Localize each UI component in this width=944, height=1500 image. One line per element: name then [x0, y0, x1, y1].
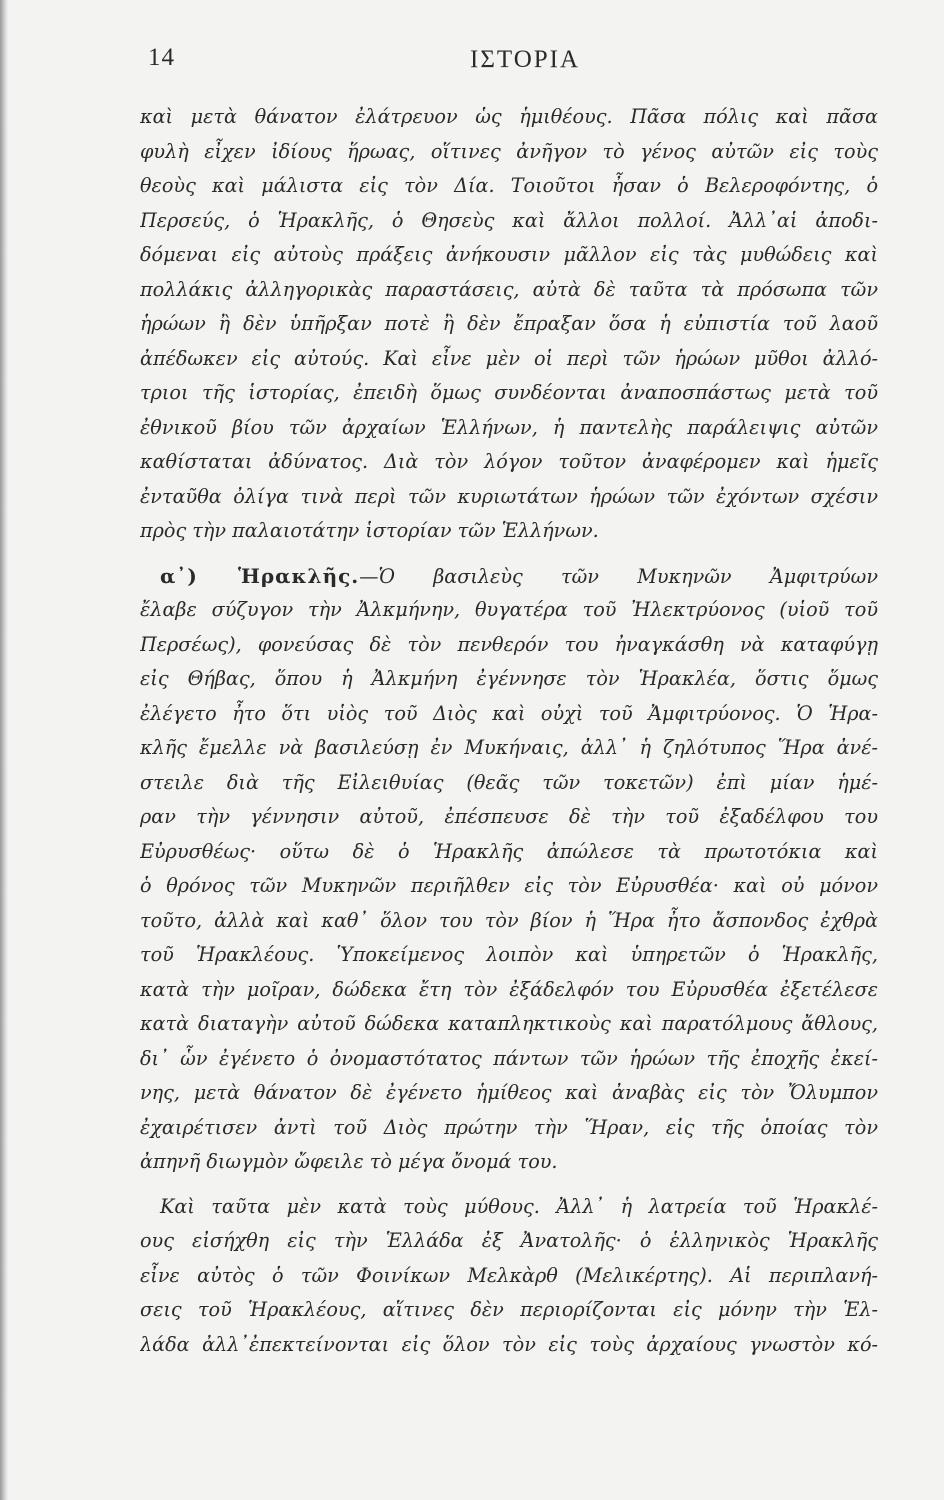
text-line: φυλὴ εἶχεν ἰδίους ἥρωας, οἵτινες ἀνῆγον τὸ γένος αὐτῶν εἰς τοὺς — [140, 139, 878, 163]
text-line: Περσέως), φονεύσας δὲ τὸν πενθερόν του ἠναγκάσθη νὰ καταφύγῃ — [140, 632, 878, 656]
text-line: λάδα ἀλλ᾽ἐπεκτείνονται εἰς ὅλον τὸν εἰς τοὺς ἀρχαίους γνωστὸν κό- — [140, 1332, 878, 1356]
paragraph-1 — [140, 100, 878, 549]
text-line: πρὸς τὴν παλαιοτάτην ἱστορίαν τῶν Ἑλλήνων. — [140, 519, 599, 542]
text-line: Καὶ ταῦτα μὲν κατὰ τοὺς μύθους. Ἀλλ᾽ ἡ λατρεία τοῦ Ἡρακλέ- — [160, 1194, 878, 1218]
text-line: τοῦ Ἡρακλέους. Ὑποκείμενος λοιπὸν καὶ ὑπηρετῶν ὁ Ἡρακλῆς, — [140, 943, 878, 966]
text-line: τοῦτο, ἀλλὰ καὶ καθ᾽ ὅλον του τὸν βίον ἡ Ἥρα ἦτο ἄσπονδος ἐχθρὰ — [140, 908, 878, 932]
text-line: εἶνε αὐτὸς ὁ τῶν Φοινίκων Μελκὰρθ (Μελικέρτης). Αἱ περιπλανή- — [140, 1263, 878, 1287]
section-heading-line — [140, 559, 878, 594]
text-line: καθίσταται ἀδύνατος. Διὰ τὸν λόγον τοῦτον ἀναφέρομεν καὶ ἡμεῖς — [140, 450, 878, 473]
text-line: κλῆς ἔμελλε νὰ βασιλεύσῃ ἐν Μυκήναις, ἀλλ᾽ ἡ ζηλότυπος Ἥρα ἀνέ- — [140, 736, 878, 759]
paragraph-gap — [140, 549, 878, 559]
text-line: ἀπέδωκεν εἰς αὐτούς. Καὶ εἶνε μὲν οἱ περὶ τῶν ἡρώων μῦθοι ἀλλό- — [140, 346, 878, 370]
text-line: Εὐρυσθέως· οὕτω δὲ ὁ Ἡρακλῆς ἀπώλεσε τὰ πρωτοτόκια καὶ — [140, 839, 878, 863]
text-line: ἐνταῦθα ὀλίγα τινὰ περὶ τῶν κυριωτάτων ἡρώων τῶν ἐχόντων σχέσιν — [140, 484, 878, 508]
paragraph-2 — [140, 559, 878, 1180]
text-line: ἐλέγετο ἦτο ὅτι υἱὸς τοῦ Διὸς καὶ οὐχὶ τοῦ Ἀμφιτρύονος. Ὁ Ἡρα- — [140, 701, 878, 725]
section-heading: α᾽) Ἡρακλῆς. — [160, 563, 360, 588]
text-line: ἀπηνῆ διωγμὸν ὤφειλε τὸ μέγα ὄνομά του. — [140, 1150, 558, 1173]
heading-line-text: —Ὁ βασιλεὺς τῶν Μυκηνῶν Ἀμφιτρύων — [359, 564, 878, 588]
text-line: θεοὺς καὶ μάλιστα εἰς τὸν Δία. Τοιοῦτοι ἦσαν ὁ Βελεροφόντης, ὁ — [140, 174, 878, 197]
text-line: ὁ θρόνος τῶν Μυκηνῶν περιῆλθεν εἰς τὸν Εὐρυσθέα· καὶ οὐ μόνον — [140, 874, 878, 897]
text-line: ἐθνικοῦ βίου τῶν ἀρχαίων Ἑλλήνων, ἡ παντελὴς παράλειψις αὐτῶν — [140, 415, 878, 439]
text-line: κατὰ τὴν μοῖραν, δώδεκα ἔτη τὸν ἐξάδελφόν του Εὐρυσθέα ἐξετέλεσε — [140, 977, 878, 1001]
text-line: κατὰ διαταγὴν αὐτοῦ δώδεκα καταπληκτικοὺς καὶ παρατόλμους ἄθλους, — [140, 1012, 878, 1035]
text-line: ἡρώων ἢ δὲν ὑπῆρξαν ποτὲ ἢ δὲν ἔπραξαν ὅσα ἡ εὐπιστία τοῦ λαοῦ — [140, 312, 878, 335]
text-line: ἐχαιρέτισεν ἀντὶ τοῦ Διὸς πρώτην τὴν Ἥραν, εἰς τῆς ὁποίας τὸν — [140, 1115, 878, 1139]
running-title: ΙΣΤΟΡΙΑ — [470, 46, 581, 73]
text-line: δι᾽ ὧν ἐγένετο ὁ ὀνομαστότατος πάντων τῶν ἡρώων τῆς ἐποχῆς ἐκεί- — [140, 1046, 878, 1070]
text-line: σεις τοῦ Ἡρακλέους, αἵτινες δὲν περιορίζονται εἰς μόνην τὴν Ἑλ- — [140, 1298, 878, 1321]
text-line: νης, μετὰ θάνατον δὲ ἐγένετο ἡμίθεος καὶ ἀναβὰς εἰς τὸν Ὄλυμπον — [140, 1081, 878, 1104]
paragraph-3 — [140, 1190, 878, 1363]
text-body — [140, 100, 878, 1362]
text-line: δόμεναι εἰς αὐτοὺς πράξεις ἀνήκουσιν μᾶλλον εἰς τὰς μυθώδεις καὶ — [140, 243, 878, 266]
text-line: Περσεύς, ὁ Ἡρακλῆς, ὁ Θησεὺς καὶ ἄλλοι πολλοί. Ἀλλ᾽αἱ ἀποδι- — [140, 208, 878, 232]
text-line: στειλε διὰ τῆς Εἰλειθυίας (θεᾶς τῶν τοκετῶν) ἐπὶ μίαν ἡμέ- — [140, 770, 878, 794]
text-line: καὶ μετὰ θάνατον ἐλάτρευον ὡς ἡμιθέους. Πᾶσα πόλις καὶ πᾶσα — [140, 105, 878, 128]
text-line: εἰς Θήβας, ὅπου ἡ Ἀλκμήνη ἐγέννησε τὸν Ἡρακλέα, ὅστις ὅμως — [140, 667, 878, 690]
text-line: πολλάκις ἀλληγορικὰς παραστάσεις, αὐτὰ δὲ ταῦτα τὰ πρόσωπα τῶν — [140, 277, 878, 301]
text-line: ραν τὴν γέννησιν αὐτοῦ, ἐπέσπευσε δὲ τὴν τοῦ ἐξαδέλφου του — [140, 805, 878, 828]
page-header — [140, 40, 880, 80]
text-line: ἔλαβε σύζυγον τὴν Ἀλκμήνην, θυγατέρα τοῦ Ἠλεκτρύονος (υἱοῦ τοῦ — [140, 598, 878, 621]
text-line: ους εἰσήχθη εἰς τὴν Ἑλλάδα ἐξ Ἀνατολῆς· ὁ ἑλληνικὸς Ἡρακλῆς — [140, 1229, 878, 1252]
page-edge-shadow — [0, 0, 8, 1500]
paragraph-gap — [140, 1180, 878, 1190]
text-line: τριοι τῆς ἱστορίας, ἐπειδὴ ὅμως συνδέονται ἀναποσπάστως μετὰ τοῦ — [140, 381, 878, 404]
page-number: 14 — [148, 44, 175, 71]
